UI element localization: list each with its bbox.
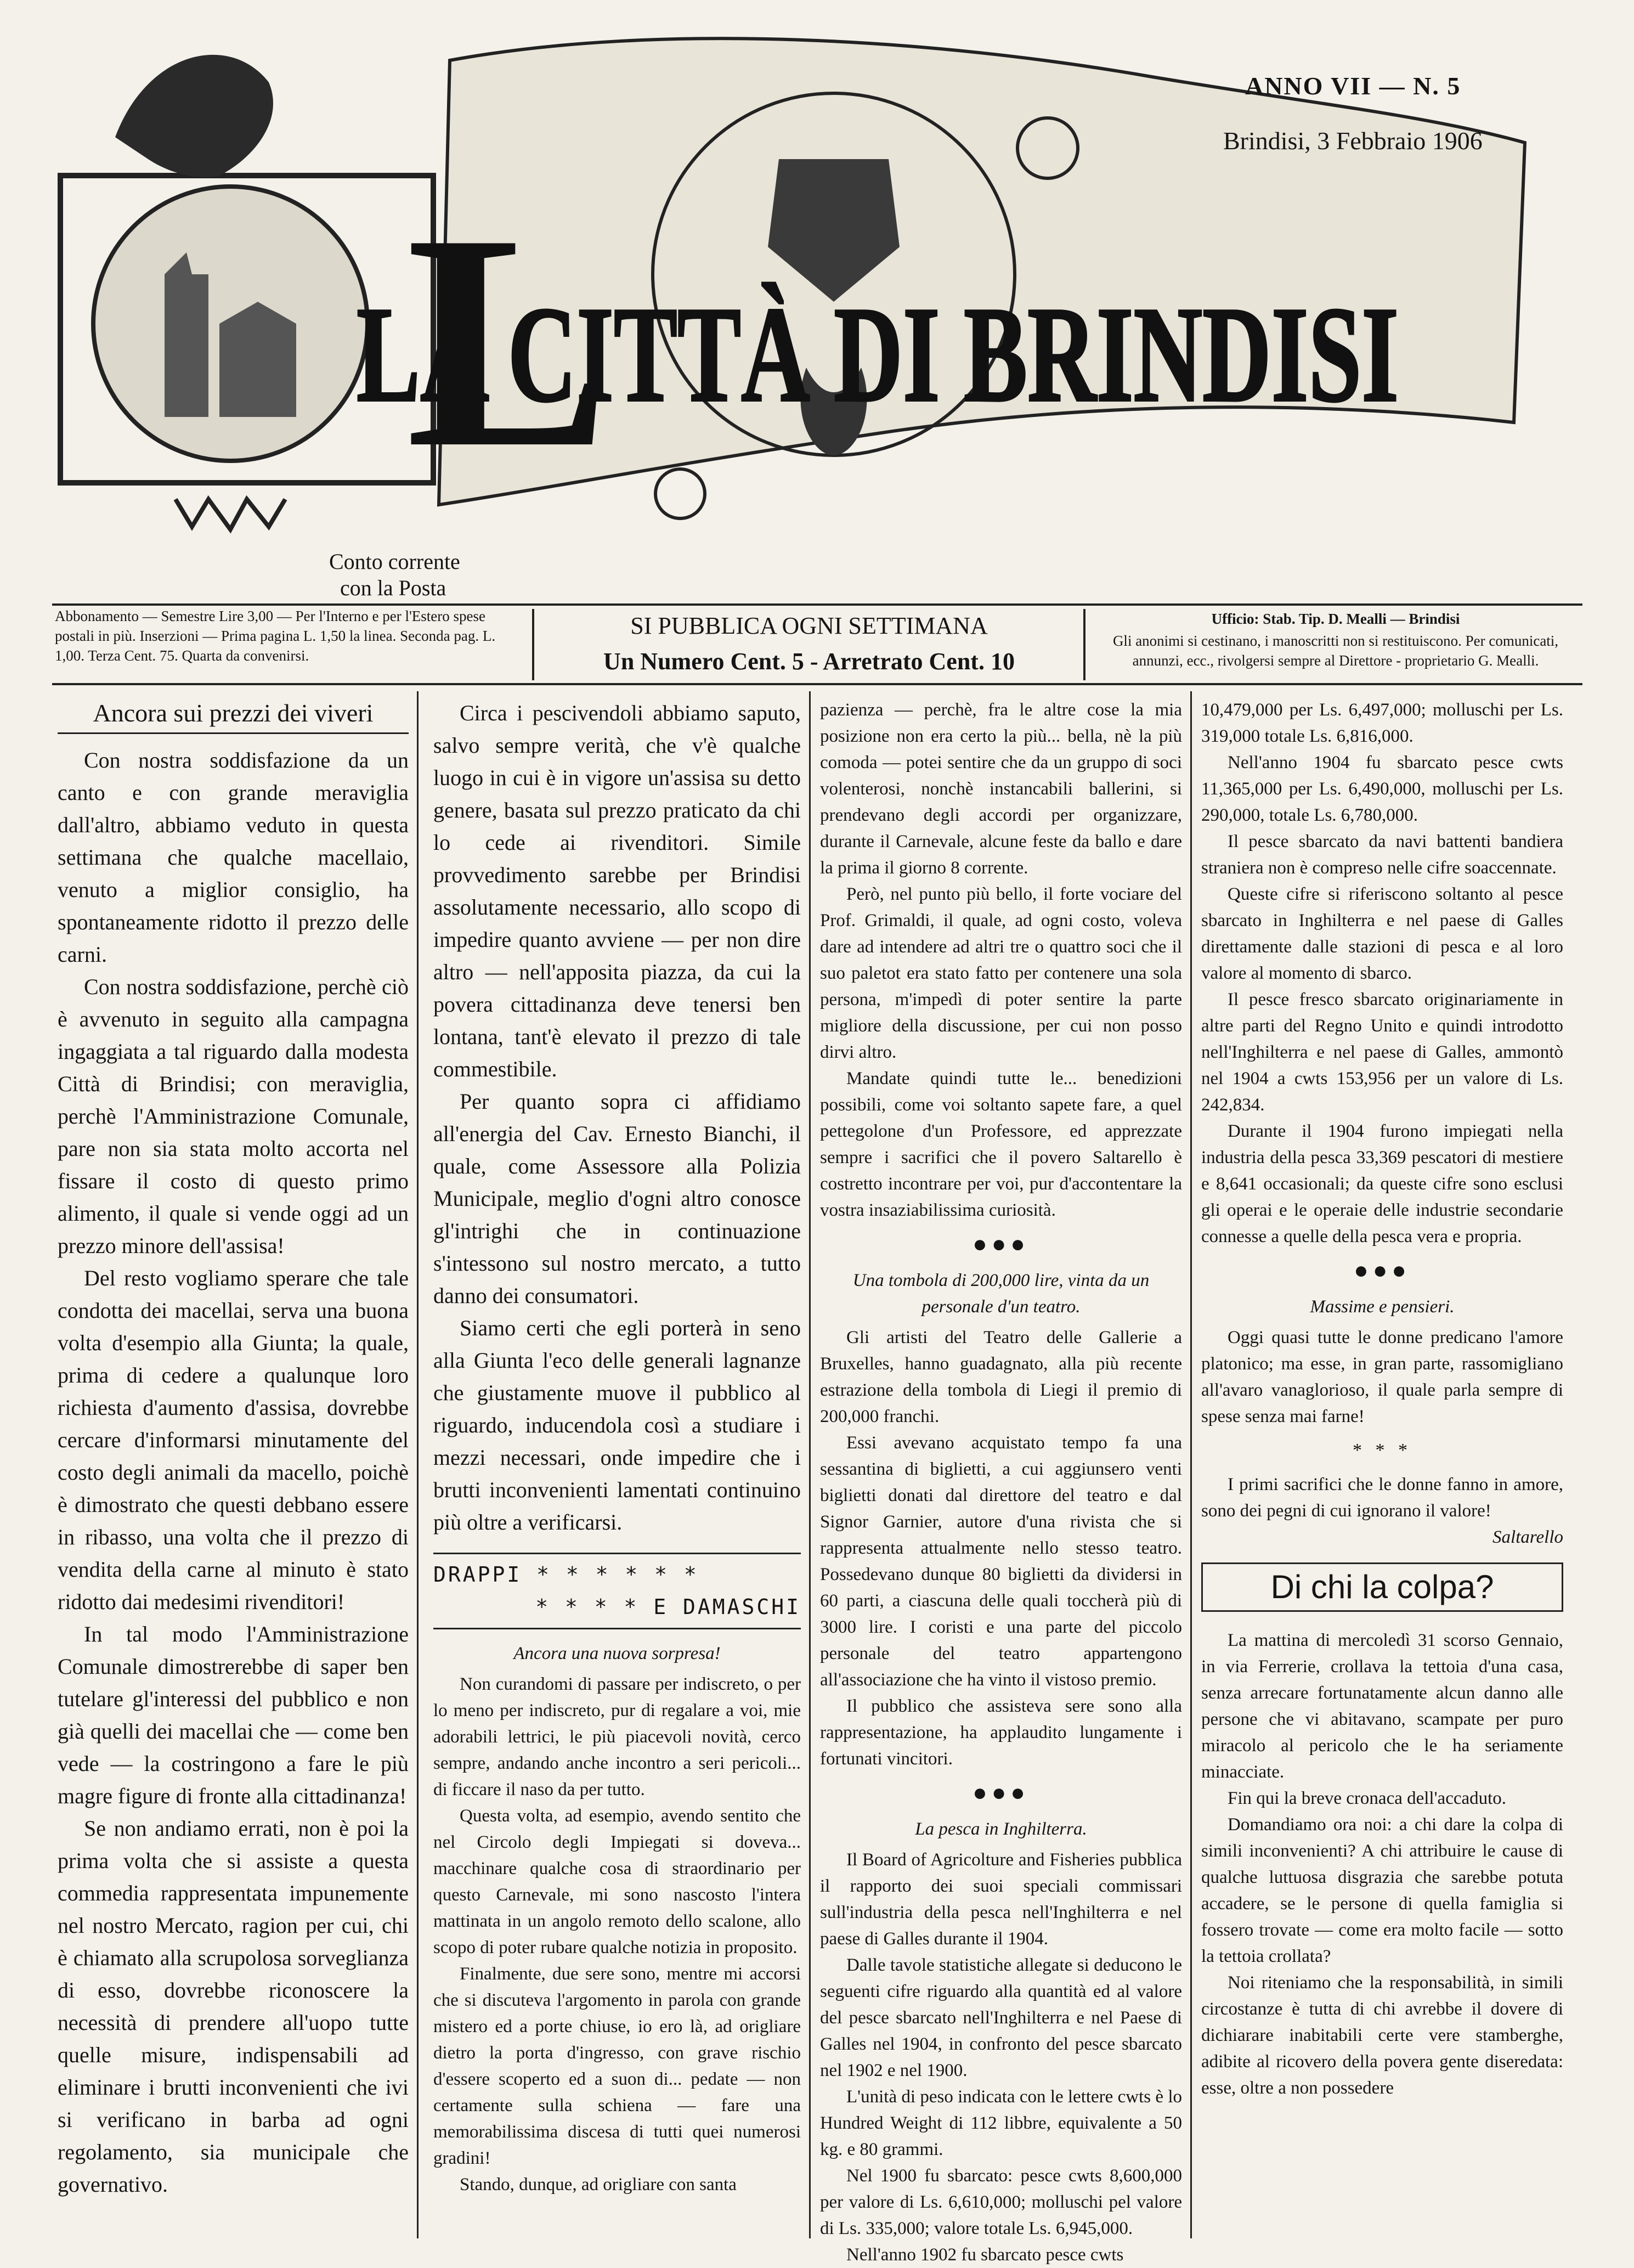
column-separator bbox=[1190, 691, 1192, 2238]
paragraph: Per quanto sopra ci affidiamo all'energia del Cav. Ernesto Bianchi, il quale, come Assessore alla Polizia Municipale, meglio d'ogni altro conosce gl'intrighi che in continuazione s'intessono sul nostro mercato, a tutto danno dei consumatori. bbox=[433, 1089, 801, 1308]
issue-date: Brindisi, 3 Febbraio 1906 bbox=[1223, 127, 1483, 155]
paragraph: Del resto vogliamo sperare che tale condotta dei macellai, serva una buona volta d'esempio alla Giunta; la quale, prima di cedere a qualunque loro richiesta d'aumento d'assisa, dovrebbe cercare d'informarsi minutamente del costo degli animali da macello, poichè è dimostrato che questi debbano essere in ribasso, una volta che il prezzo di vendita della carne al minuto è stato ridotto dai medesimi rivenditori! bbox=[58, 1266, 409, 1614]
author-signature: Saltarello bbox=[1492, 1527, 1563, 1547]
subscription-info: Abbonamento — Semestre Lire 3,00 — Per l'Interno e per l'Estero spese postali in più. Inserzioni — Prima pagina L. 1,50 la linea. Seconda pag. L. 1,00. Terza Cent. 75. Quarta da convenirsi. bbox=[55, 608, 496, 664]
account-line-2: con la Posta bbox=[340, 576, 446, 600]
paragraph: Il Board of Agricolture and Fisheries pubblica il rapporto dei suoi speciali commissari sull'industria della pesca nell'Inghilterra e nel paese di Galles durante il 1904. bbox=[820, 1850, 1182, 1949]
paragraph: Non curandomi di passare per indiscreto, o per lo meno per indiscreto, pur di regalare a voi, mie adorabili lettrici, le più piacevoli novità, cerco sempre, andando anche incontro a seri pericoli... di ficcare il naso da per tutto. bbox=[433, 1674, 801, 1799]
paragraph: La mattina di mercoledì 31 scorso Gennaio, in via Ferrerie, crollava la tettoia d'una casa, senza arrecare fortunatamente alcun danno alle persone che vi abitavano, scampate per puro miracolo al pericolo che le ha seriamente minacciate. bbox=[1201, 1631, 1563, 1782]
column-1 bbox=[58, 697, 409, 2201]
column-3 bbox=[820, 697, 1182, 2268]
header-divider-left bbox=[532, 609, 534, 680]
issue-number: ANNO VII — N. 5 bbox=[1245, 72, 1461, 100]
paragraph: Nell'anno 1904 fu sbarcato pesce cwts 11,365,000 per Ls. 6,490,000, molluschi per Ls. 290,000, totale Ls. 6,780,000. bbox=[1201, 753, 1563, 825]
banner-line-2: * * * * E DAMASCHI bbox=[535, 1595, 801, 1619]
masthead-initial: L bbox=[406, 171, 611, 511]
header-divider-right bbox=[1083, 609, 1085, 680]
paragraph: I primi sacrifici che le donne fanno in amore, sono dei pegni di cui ignorano il valore! bbox=[1201, 1475, 1563, 1521]
section-subtitle: La pesca in Inghilterra. bbox=[915, 1819, 1087, 1839]
paragraph: Essi avevano acquistato tempo fa una sessantina di biglietti, a cui aggiunsero venti biglietti donati dal direttore del teatro e dal Signor Garnier, autore d'una rivista che si rappresenta attualmente nello stesso teatro. Possedevano dunque 80 biglietti da dividersi in 60 parti, a ciascuna delle quali toccherà più di 3000 lire. I coristi e una parte del piccolo personale del teatro appartengono all'associazione che ha vinto il vistoso premio. bbox=[820, 1433, 1182, 1690]
ornament: ●●● bbox=[973, 1779, 1030, 1806]
paragraph: Il pubblico che assisteva sere sono alla rappresentazione, ha applaudito lungamente i fortunati vincitori. bbox=[820, 1696, 1182, 1769]
paragraph: 10,479,000 per Ls. 6,497,000; molluschi per Ls. 319,000 totale Ls. 6,816,000. bbox=[1201, 700, 1563, 746]
issue-price: Un Numero Cent. 5 - Arretrato Cent. 10 bbox=[603, 648, 1015, 675]
paragraph: Finalmente, due sere sono, mentre mi accorsi che si discuteva l'argomento in parola con grande mistero ed a porte chiuse, io ero là, ad origliare dietro la porta d'ingresso, con grave rischio d'essere scoperto ed a suon di... pedate — non certamente sulla schiena — fare una memorabilissima discesa di tutti quei numerosi gradini! bbox=[433, 1964, 801, 2168]
grapes-icon bbox=[655, 469, 705, 518]
paragraph: Però, nel punto più bello, il forte vociare del Prof. Grimaldi, il quale, ad ogni costo, voleva dare ad intendere ad altri tre o quattro soci che il suo paletot era stato fatto per contenere una sola persona, m'impedì di poter sentire la parte migliore della discussione, per cui non posso dirvi altro. bbox=[820, 884, 1182, 1062]
paragraph: Siamo certi che egli porterà in seno alla Giunta l'eco delle generali lagnanze che giustamente muove il pubblico al riguardo, inducendola così a studiare i mezzi necessari, onde impedire che i brutti inconvenienti lamentati continuino più oltre a verificarsi. bbox=[433, 1316, 801, 1534]
paragraph: In tal modo l'Amministrazione Comunale dimostrerebbe di saper ben tutelare gl'interessi del pubblico e non già quelli dei macellai che — come ben vede — la costringono a fare le più magre figure di fronte alla cittadinanza! bbox=[58, 1622, 409, 1808]
weekly-notice: SI PUBBLICA OGNI SETTIMANA bbox=[630, 612, 988, 639]
paragraph: Questa volta, ad esempio, avendo sentito che nel Circolo degli Impiegati si doveva... macchinare qualche cosa di straordinario per questo Carnevale, mi sono nascosto l'intera mattinata in un angolo remoto dello scalone, allo scopo di poter rubare qualche notizia in proposito. bbox=[433, 1806, 801, 1957]
section-banner bbox=[433, 1553, 801, 1629]
column-2 bbox=[433, 697, 801, 2198]
paragraph: Queste cifre si riferiscono soltanto al pesce sbarcato in Inghilterra e nel paese di Galles direttamente dalle stazioni di pesca e al loro valore al momento di sbarco. bbox=[1201, 884, 1563, 983]
paragraph: Con nostra soddisfazione da un canto e con grande meraviglia dall'altro, abbiamo veduto in questa settimana che qualche macellaio, venuto a miglior consiglio, ha spontaneamente ridotto il prezzo delle carni. bbox=[58, 748, 409, 967]
office-info: Ufficio: Stab. Tip. D. Mealli — Brindisi bbox=[1211, 611, 1460, 627]
banner-line-1: DRAPPI * * * * * * bbox=[433, 1562, 699, 1587]
section-subtitle: Ancora una nuova sorpresa! bbox=[513, 1644, 721, 1663]
sunburst-icon bbox=[176, 499, 285, 529]
article-title-box: Di chi la colpa? bbox=[1201, 1562, 1563, 1612]
account-line-1: Conto corrente bbox=[329, 549, 460, 574]
paragraph: Domandiamo ora noi: a chi dare la colpa di simili inconvenienti? A chi attribuire le cause di qualche luttuosa disgrazia che sarebbe potuta accadere, se le persone di quella famiglia si fossero trovate — come era molto facile — sotto la tettoia crollata? bbox=[1201, 1815, 1563, 1966]
header-rule-top bbox=[52, 603, 1582, 606]
paragraph: Noi riteniamo che la responsabilità, in simili circostanze è tutta di chi avrebbe il dovere di dichiarare inabitabili certe vere stamberghe, adibite al ricovero della povera gente diseredata: esse, oltre a non possedere bbox=[1201, 1973, 1563, 2098]
section-subtitle: Massime e pensieri. bbox=[1310, 1297, 1455, 1317]
paragraph: Stando, dunque, ad origliare con santa bbox=[460, 2175, 737, 2194]
paragraph: Dalle tavole statistiche allegate si deducono le seguenti cifre riguardo alla quantità ed al valore del pesce sbarcato nell'Inghilterra e nel Paese di Galles nel 1904, in confronto del pesce sbarcato nel 1902 e nel 1900. bbox=[820, 1955, 1182, 2080]
article-title: Ancora sui prezzi dei viveri bbox=[58, 697, 409, 734]
allegorical-figure-icon bbox=[115, 55, 273, 177]
paragraph: Il pesce sbarcato da navi battenti bandiera straniera non è compreso nelle cifre soaccennate. bbox=[1201, 832, 1563, 878]
column-4 bbox=[1201, 697, 1563, 2101]
masthead-title: LA CITTÀ DI BRINDISI bbox=[357, 279, 1399, 431]
paragraph: Mandate quindi tutte le... benedizioni possibili, come voi soltanto sapete fare, a quel pettegolone d'un Professore, ed apprezzate sempre i sacrifici che il povero Saltarello è costretto incontrare per voi, pur d'accontentare la vostra insaziabilissima curiosità. bbox=[820, 1069, 1182, 1220]
stars-separator: * * * bbox=[1353, 1440, 1412, 1460]
paragraph: Durante il 1904 furono impiegati nella industria della pesca 33,369 pescatori di mestiere e 8,641 occasionali; da queste cifre sono esclusi gli operai e le operaie delle industrie secondarie connesse a quelle della pesca vera e propria. bbox=[1201, 1121, 1563, 1246]
column-separator bbox=[417, 691, 419, 2238]
paragraph: Circa i pescivendoli abbiamo saputo, salvo sempre verità, che v'è qualche luogo in cui è in vigore un'assisa su detto genere, basata sul prezzo praticato da chi lo cede ai rivenditori. Simile provvedimento sarebbe per Brindisi assolutamente necessario, allo scopo di impedire quanto avviene — per non dire altro — nell'apposita piazza, da cui la povera cittadinanza deve tenersi ben lontana, tant'è elevato il prezzo di tale commestibile. bbox=[433, 701, 801, 1081]
paragraph: Nell'anno 1902 fu sbarcato pesce cwts bbox=[846, 2245, 1124, 2265]
paragraph: Fin qui la breve cronaca dell'accaduto. bbox=[1228, 1789, 1507, 1808]
paragraph: L'unità di peso indicata con le lettere cwts è lo Hundred Weight di 112 libbre, equivalente a 50 kg. e 80 grammi. bbox=[820, 2087, 1182, 2159]
paragraph: pazienza — perchè, fra le altre cose la mia posizione non era certo la più... bella, nè la più comoda — potei sentire che da un gruppo di soci volenterosi, nonchè instancabili ballerini, si prendevano degli accordi per organizzare, durante il Carnevale, alcune feste da ballo e dare la prima il giorno 8 corrente. bbox=[820, 700, 1182, 878]
header-rule-bottom bbox=[52, 683, 1582, 685]
column-separator bbox=[809, 691, 811, 2238]
paragraph: Gli artisti del Teatro delle Gallerie a Bruxelles, hanno guadagnato, alla più recente estrazione della tombola di Liegi il premio di 200,000 franchi. bbox=[820, 1328, 1182, 1426]
paragraph: Il pesce fresco sbarcato originariamente in altre parti del Regno Unito e quindi introdotto nell'Inghilterra e nel paese di Galles, ammontò nel 1904 a cwts 153,956 per un valore di Ls. 242,834. bbox=[1201, 990, 1563, 1115]
paragraph: Nel 1900 fu sbarcato: pesce cwts 8,600,000 per valore di Ls. 6,610,000; molluschi pel valore di Ls. 335,000; valore totale Ls. 6,945,000. bbox=[820, 2166, 1182, 2238]
office-note: Gli anonimi si cestinano, i manoscritti non si restituiscono. Per comunicati, annunzi, ecc., rivolgersi sempre al Direttore - proprietario G. Mealli. bbox=[1112, 633, 1559, 669]
ornament: ●●● bbox=[973, 1231, 1030, 1257]
paragraph: Se non andiamo errati, non è poi la prima volta che si assiste a questa commedia rappresentata impunemente nel nostro Mercato, ragion per cui, chi è chiamato alla scrupolosa sorveglianza di esso, dovrebbe riconoscere la necessità di prendere all'uopo tutte quelle misure, indispensabili ad eliminare i brutti inconvenienti che ivi si verificano in barba ad ogni regolamento, sia municipale che governativo. bbox=[58, 1816, 409, 2197]
paragraph: Oggi quasi tutte le donne predicano l'amore platonico; ma esse, in gran parte, rassomigliano all'avaro vanaglorioso, il quale parla sempre di spese senza mai farne! bbox=[1201, 1328, 1563, 1426]
ornament: ●●● bbox=[1354, 1257, 1411, 1284]
paragraph: Con nostra soddisfazione, perchè ciò è avvenuto in seguito alla campagna ingaggiata a tal riguardo dalla modesta Città di Brindisi; con meraviglia, perchè l'Amministrazione Comunale, pare non sia stata molto accorta nel fissare il costo di questo primo alimento, il quale si vende oggi ad un prezzo minore dell'assisa! bbox=[58, 974, 409, 1258]
section-subtitle: Una tombola di 200,000 lire, vinta da un personale d'un teatro. bbox=[852, 1271, 1150, 1317]
